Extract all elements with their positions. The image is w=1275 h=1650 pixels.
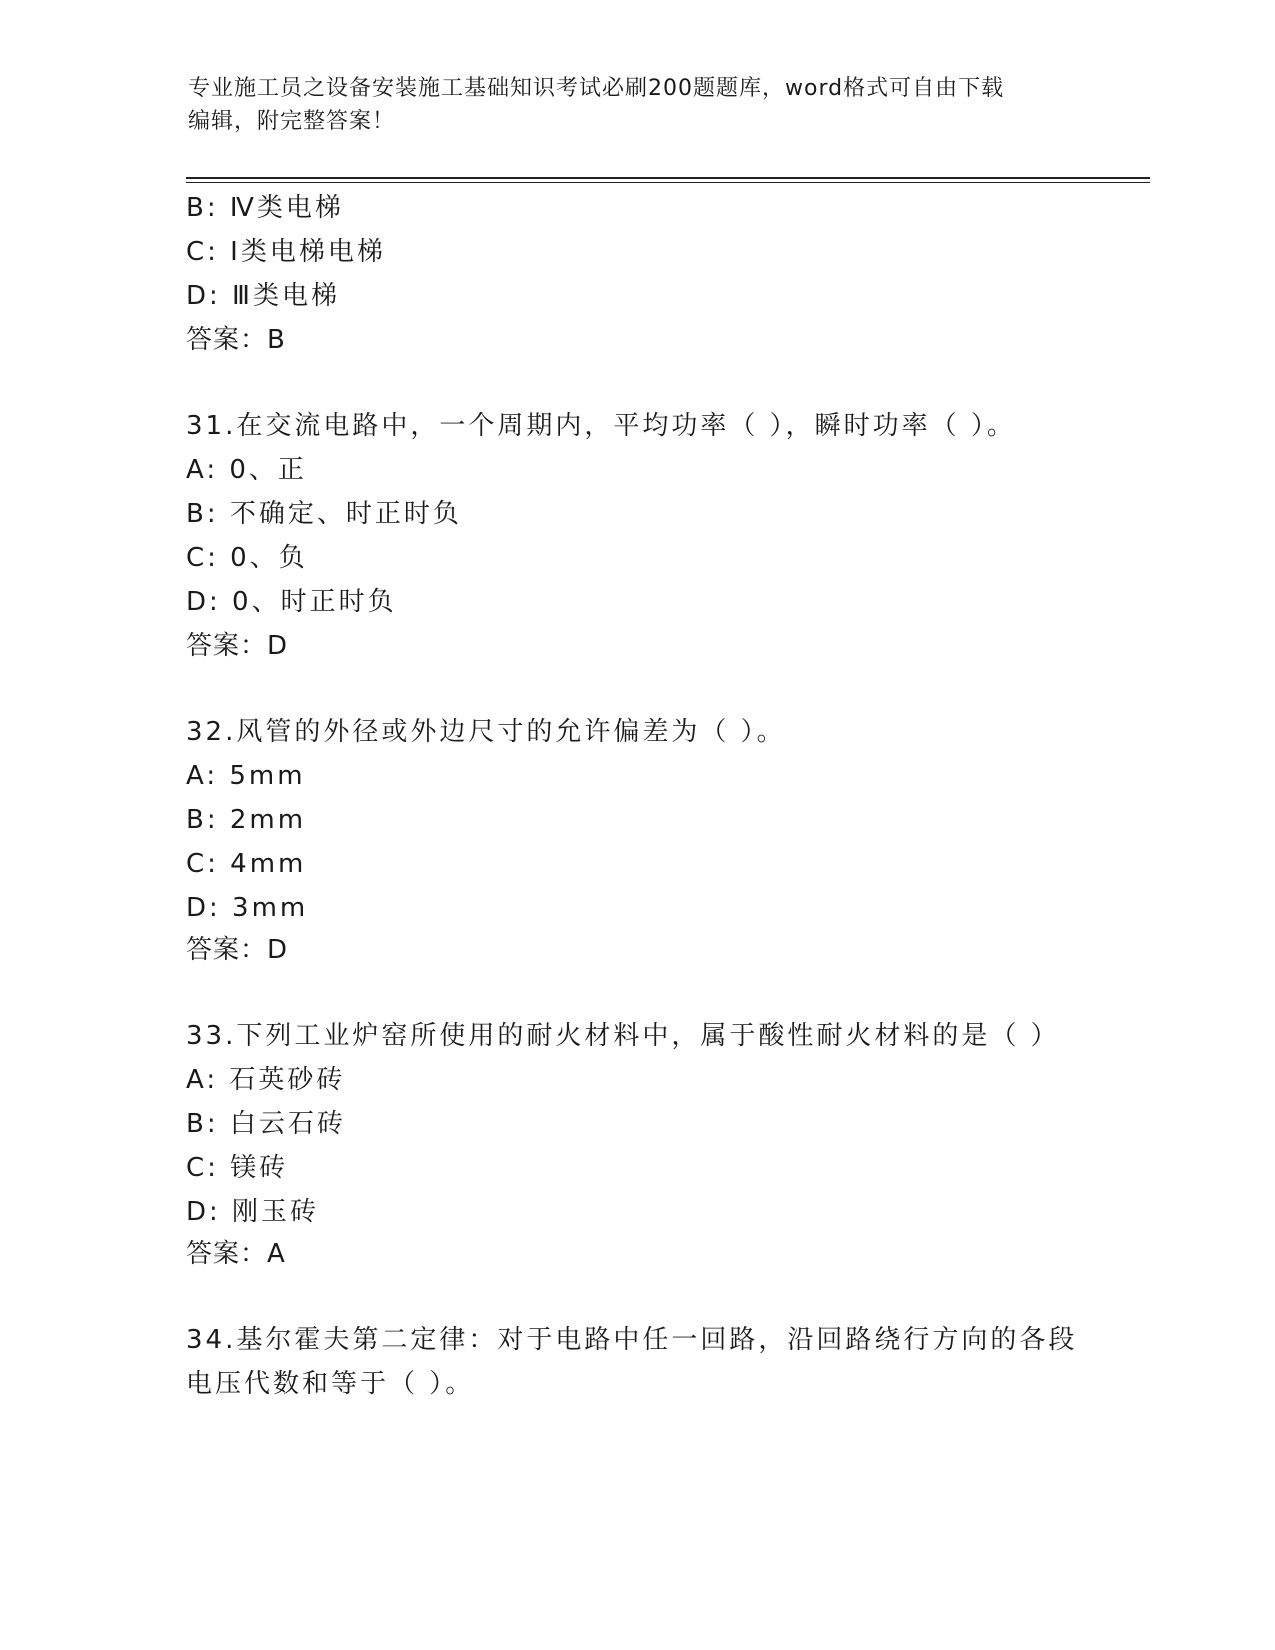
document-header <box>188 72 1088 138</box>
question-stem: 33.下列工业炉窑所使用的耐火材料中，属于酸性耐火材料的是（ ） <box>186 1021 1060 1051</box>
option-c: C: 4mm <box>186 849 307 879</box>
option-d: D: 0、时正时负 <box>186 587 397 617</box>
answer: 答案：A <box>186 1239 286 1269</box>
answer: 答案：D <box>186 935 289 965</box>
question-stem: 32.风管的外径或外边尺寸的允许偏差为（ ）。 <box>186 717 786 747</box>
option-c: C: Ⅰ类电梯电梯 <box>186 237 386 267</box>
answer: 答案：B <box>186 325 286 355</box>
option-b: B: Ⅳ类电梯 <box>186 193 344 223</box>
header-divider-thin <box>186 182 1150 183</box>
option-d: D: Ⅲ类电梯 <box>186 281 340 311</box>
option-c: C: 镁砖 <box>186 1153 289 1183</box>
question-stem-line-2: 电压代数和等于（ ）。 <box>186 1369 475 1399</box>
question-stem: 31.在交流电路中，一个周期内，平均功率（ ），瞬时功率（ ）。 <box>186 411 1016 441</box>
option-c: C: 0、负 <box>186 543 308 573</box>
header-line-2: 编辑，附完整答案！ <box>188 109 396 134</box>
option-a: A: 石英砂砖 <box>186 1065 346 1095</box>
header-divider-thick <box>186 177 1150 179</box>
option-d: D: 3mm <box>186 893 309 923</box>
option-a: A: 5mm <box>186 761 306 791</box>
option-b: B: 2mm <box>186 805 307 835</box>
answer: 答案：D <box>186 631 289 661</box>
option-d: D: 刚玉砖 <box>186 1197 320 1227</box>
header-line-1: 专业施工员之设备安装施工基础知识考试必刷200题题库，word格式可自由下载 <box>188 76 1005 101</box>
option-b: B: 不确定、时正时负 <box>186 499 462 529</box>
option-a: A: 0、正 <box>186 455 307 485</box>
question-stem-line-1: 34.基尔霍夫第二定律：对于电路中任一回路，沿回路绕行方向的各段 <box>186 1325 1078 1355</box>
option-b: B: 白云石砖 <box>186 1109 346 1139</box>
